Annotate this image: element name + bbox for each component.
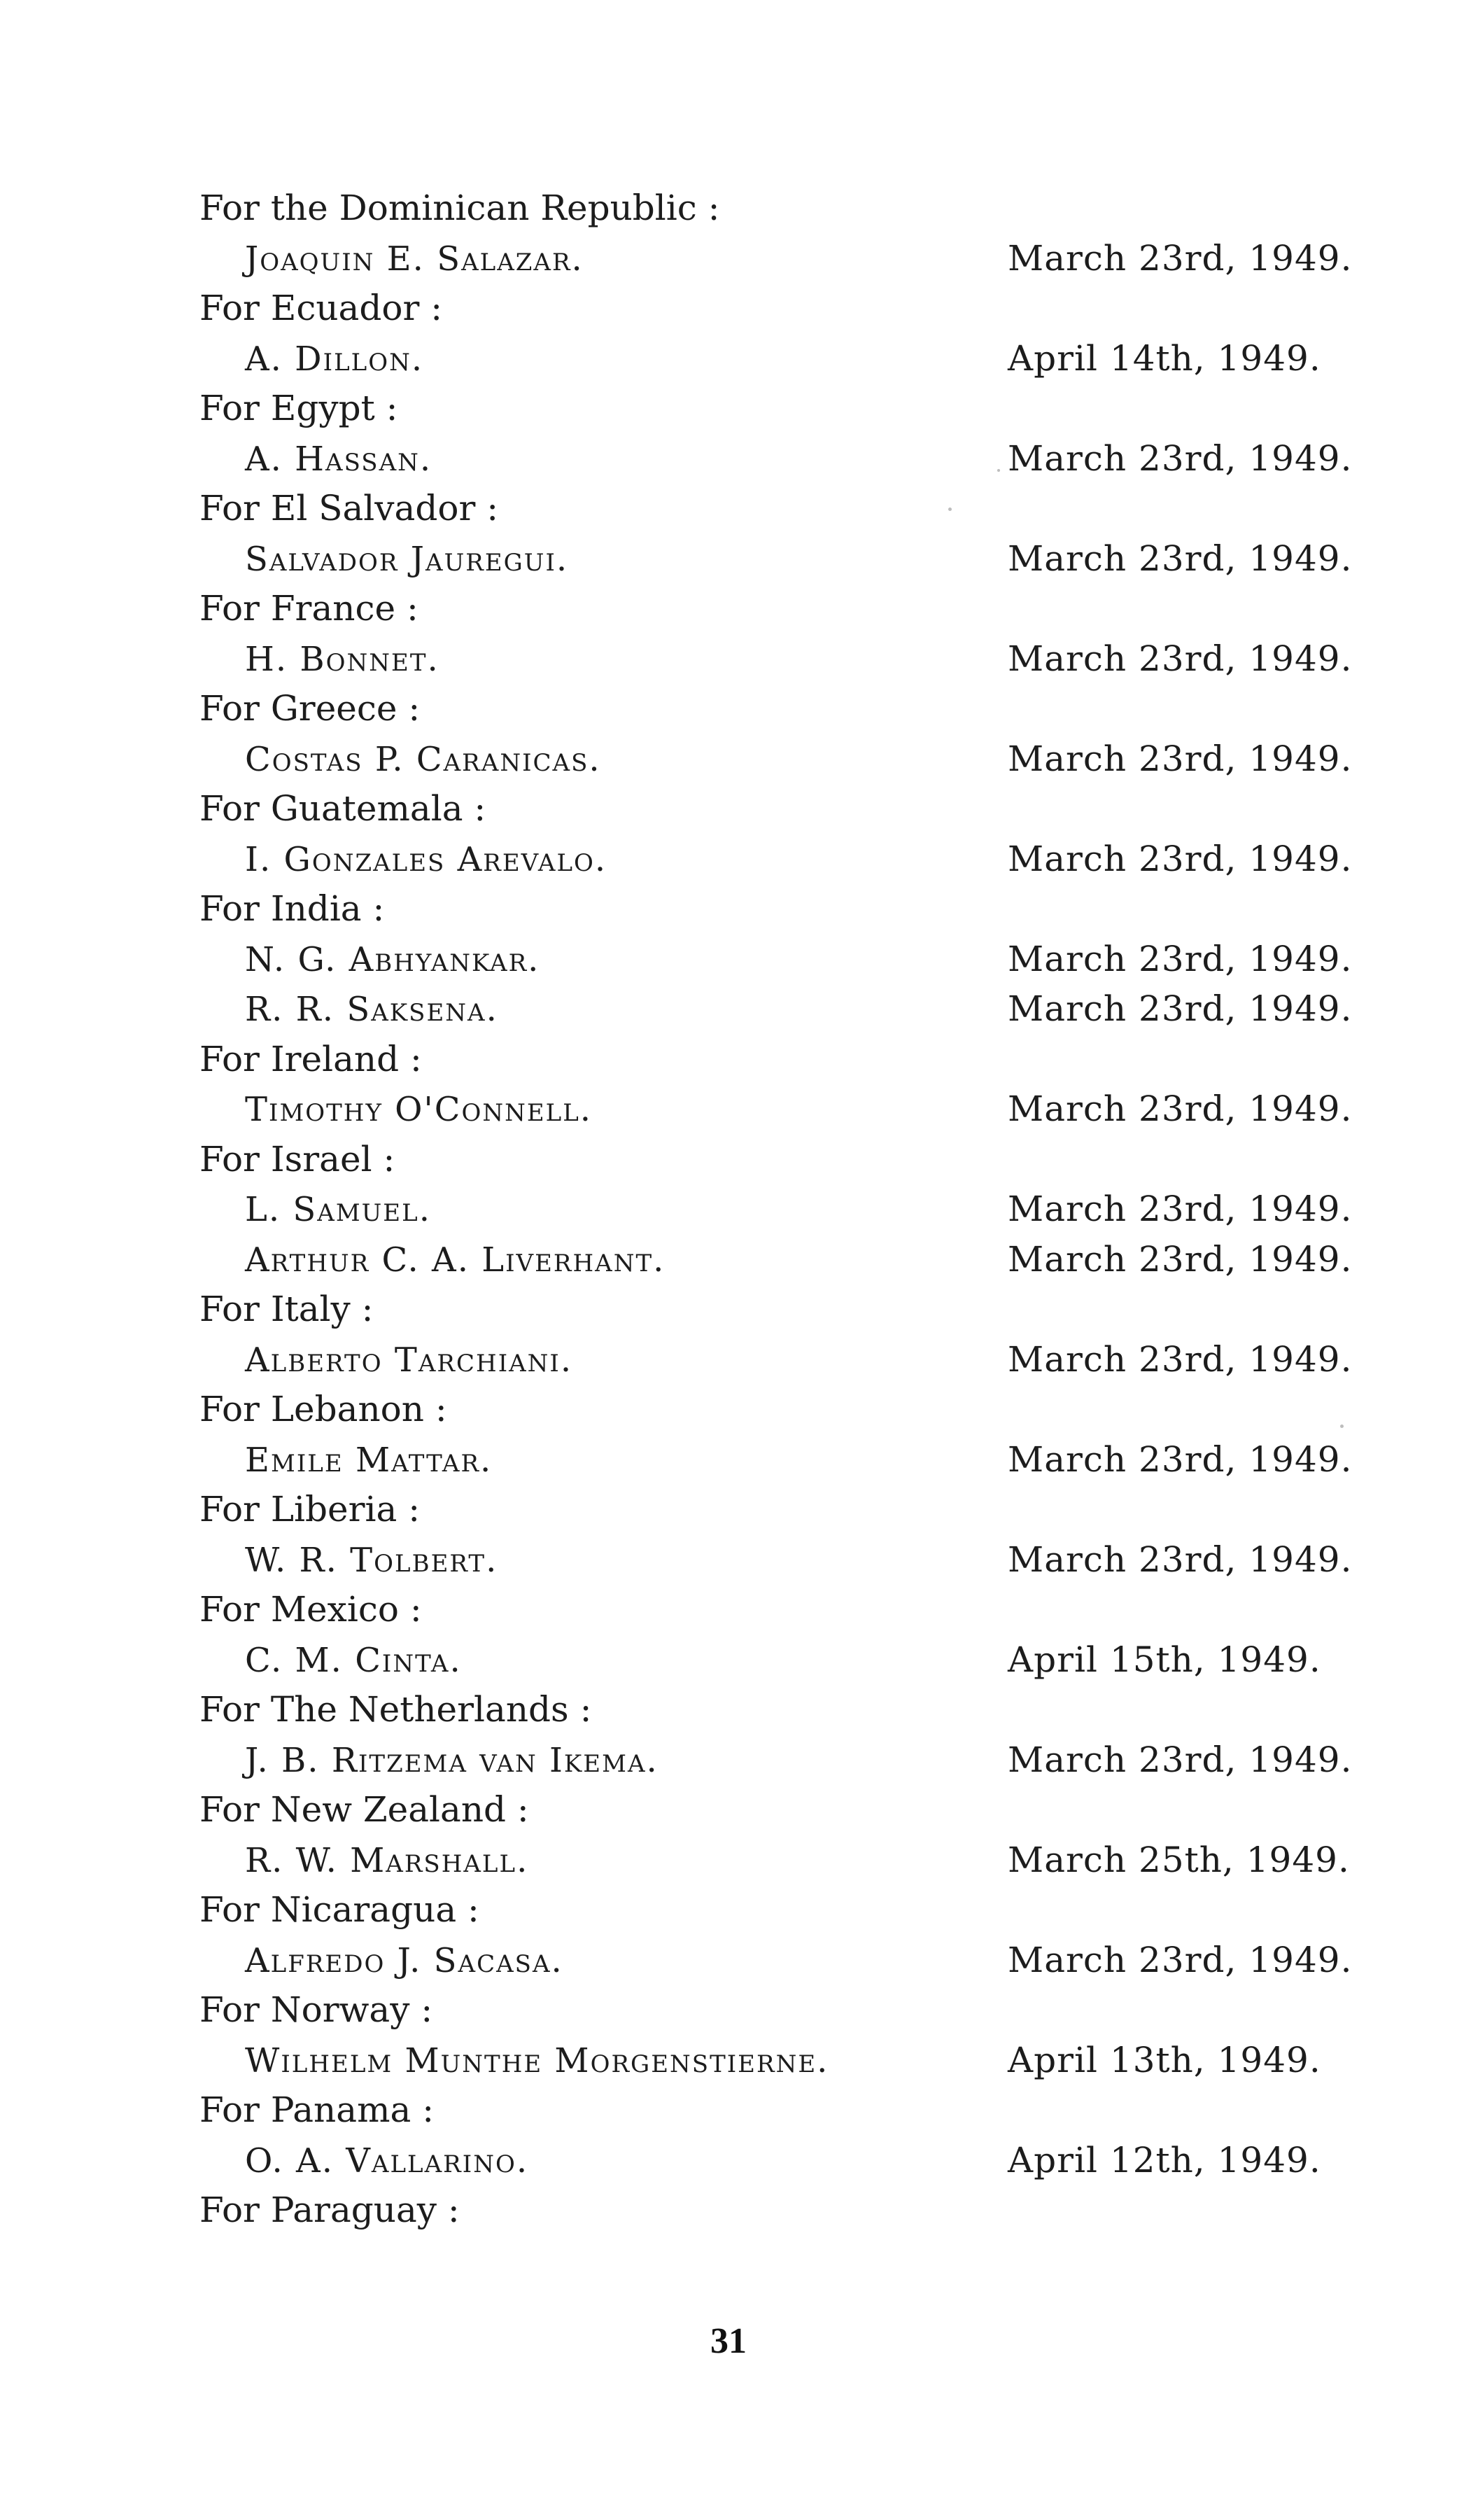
country-label: For Panama : [199, 2090, 435, 2130]
signer-row [192, 1084, 1353, 1135]
country-heading [192, 684, 1347, 734]
signer-name: H. Bonnet. [245, 639, 439, 679]
signer-row [192, 434, 1353, 484]
country-label: For The Netherlands : [199, 1689, 592, 1730]
country-heading [192, 1585, 1347, 1635]
country-heading [192, 1135, 1347, 1185]
country-label: For Ireland : [199, 1038, 422, 1079]
signer-name: A. Dillon. [245, 339, 424, 379]
signature-date: March 23rd, 1949. [1008, 1088, 1353, 1129]
country-label: For India : [199, 888, 385, 929]
signature-date: March 23rd, 1949. [1008, 1539, 1353, 1580]
signer-name: R. R. Saksena. [245, 990, 498, 1029]
country-heading [192, 1685, 1347, 1735]
country-heading [192, 284, 1347, 334]
signature-date: March 23rd, 1949. [1008, 1739, 1353, 1780]
signer-row [192, 934, 1353, 985]
signer-row [192, 634, 1353, 685]
signature-date: March 25th, 1949. [1008, 1839, 1350, 1880]
country-label: For Israel : [199, 1138, 395, 1180]
signer-row [192, 1184, 1353, 1235]
country-label: For Italy : [199, 1289, 374, 1329]
signature-date: March 23rd, 1949. [1008, 838, 1353, 879]
signer-row [192, 1335, 1353, 1385]
country-label: For Mexico : [199, 1589, 422, 1630]
signer-row [192, 234, 1353, 284]
signer-row [192, 334, 1347, 384]
country-heading [192, 784, 1347, 834]
country-label: For the Dominican Republic : [199, 188, 720, 228]
signature-date: March 23rd, 1949. [1008, 1438, 1353, 1480]
signer-row [192, 984, 1353, 1035]
scan-speck [948, 507, 952, 511]
signer-row [192, 1835, 1350, 1886]
country-label: For Egypt : [199, 388, 398, 428]
signer-name: C. M. Cinta. [245, 1640, 462, 1680]
signature-date: March 23rd, 1949. [1008, 938, 1353, 979]
signature-date: March 23rd, 1949. [1008, 988, 1353, 1029]
signer-name: N. G. Abhyankar. [245, 939, 540, 979]
country-heading [192, 1284, 1347, 1335]
country-heading [192, 584, 1347, 634]
signer-name: Alfredo J. Sacasa. [245, 1940, 563, 1980]
signer-name: Alberto Tarchiani. [245, 1340, 573, 1380]
signer-row [192, 734, 1353, 785]
country-label: For El Salvador : [199, 488, 499, 528]
country-label: For France : [199, 588, 418, 629]
signer-name: I. Gonzales Arevalo. [245, 839, 607, 879]
signature-date: March 23rd, 1949. [1008, 1338, 1353, 1380]
signer-row [192, 1435, 1353, 1485]
country-label: For New Zealand : [199, 1789, 529, 1830]
signer-row [192, 2036, 1347, 2086]
country-label: For Greece : [199, 688, 421, 729]
signature-date: March 23rd, 1949. [1008, 1189, 1353, 1229]
country-heading [192, 183, 1347, 234]
signer-name: Timothy O'Connell. [245, 1090, 593, 1129]
signer-name: Costas P. Caranicas. [245, 739, 601, 779]
signer-name: Joaquin E. Salazar. [245, 239, 584, 279]
country-label: For Ecuador : [199, 288, 443, 328]
signer-name: A. Hassan. [245, 439, 432, 479]
signer-row [192, 1635, 1347, 1686]
signature-date: April 14th, 1949. [1008, 337, 1321, 379]
signer-name: R. W. Marshall. [245, 1840, 529, 1880]
signer-row [192, 2136, 1347, 2186]
country-label: For Guatemala : [199, 788, 486, 829]
signer-name: J. B. Ritzema van Ikema. [245, 1740, 659, 1780]
signer-name: O. A. Vallarino. [245, 2141, 529, 2180]
signer-name: W. R. Tolbert. [245, 1540, 498, 1580]
signer-name: L. Samuel. [245, 1190, 431, 1229]
country-label: For Lebanon : [199, 1389, 447, 1429]
signature-date: April 12th, 1949. [1008, 2139, 1321, 2180]
country-heading [192, 384, 1347, 434]
signer-row [192, 834, 1353, 885]
country-heading [192, 2085, 1347, 2136]
signature-date: March 23rd, 1949. [1008, 538, 1353, 579]
scan-speck [997, 469, 1000, 472]
signature-date: March 23rd, 1949. [1008, 237, 1353, 279]
country-heading [192, 884, 1347, 934]
signature-date: March 23rd, 1949. [1008, 438, 1353, 479]
signer-name: Salvador Jauregui. [245, 539, 569, 579]
country-label: For Liberia : [199, 1489, 421, 1530]
signature-date: March 23rd, 1949. [1008, 638, 1353, 679]
country-heading [192, 1385, 1347, 1435]
signature-date: April 13th, 1949. [1008, 2039, 1321, 2080]
signer-name: Arthur C. A. Liverhant. [245, 1240, 666, 1280]
country-heading [192, 1035, 1347, 1085]
country-heading [192, 1885, 1347, 1935]
country-heading [192, 2185, 1347, 2236]
signer-row [192, 1935, 1353, 1986]
country-label: For Nicaragua : [199, 1889, 479, 1930]
country-label: For Paraguay : [199, 2190, 460, 2230]
scan-speck [1340, 1424, 1344, 1428]
country-heading [192, 1985, 1347, 2036]
country-heading [192, 484, 1347, 534]
signatory-list [192, 183, 1353, 2236]
signature-date: March 23rd, 1949. [1008, 738, 1353, 779]
signer-row [192, 1735, 1353, 1786]
signer-row [192, 534, 1353, 584]
signer-name: Wilhelm Munthe Morgenstierne. [245, 2040, 829, 2080]
signature-date: March 23rd, 1949. [1008, 1238, 1353, 1280]
signer-row [192, 1535, 1353, 1586]
signer-name: Emile Mattar. [245, 1440, 493, 1480]
signer-row [192, 1235, 1353, 1285]
signature-date: April 15th, 1949. [1008, 1639, 1321, 1680]
country-heading [192, 1785, 1347, 1835]
country-heading [192, 1485, 1347, 1535]
page-number: 31 [710, 2321, 747, 2361]
signature-date: March 23rd, 1949. [1008, 1939, 1353, 1980]
country-label: For Norway : [199, 1989, 433, 2030]
